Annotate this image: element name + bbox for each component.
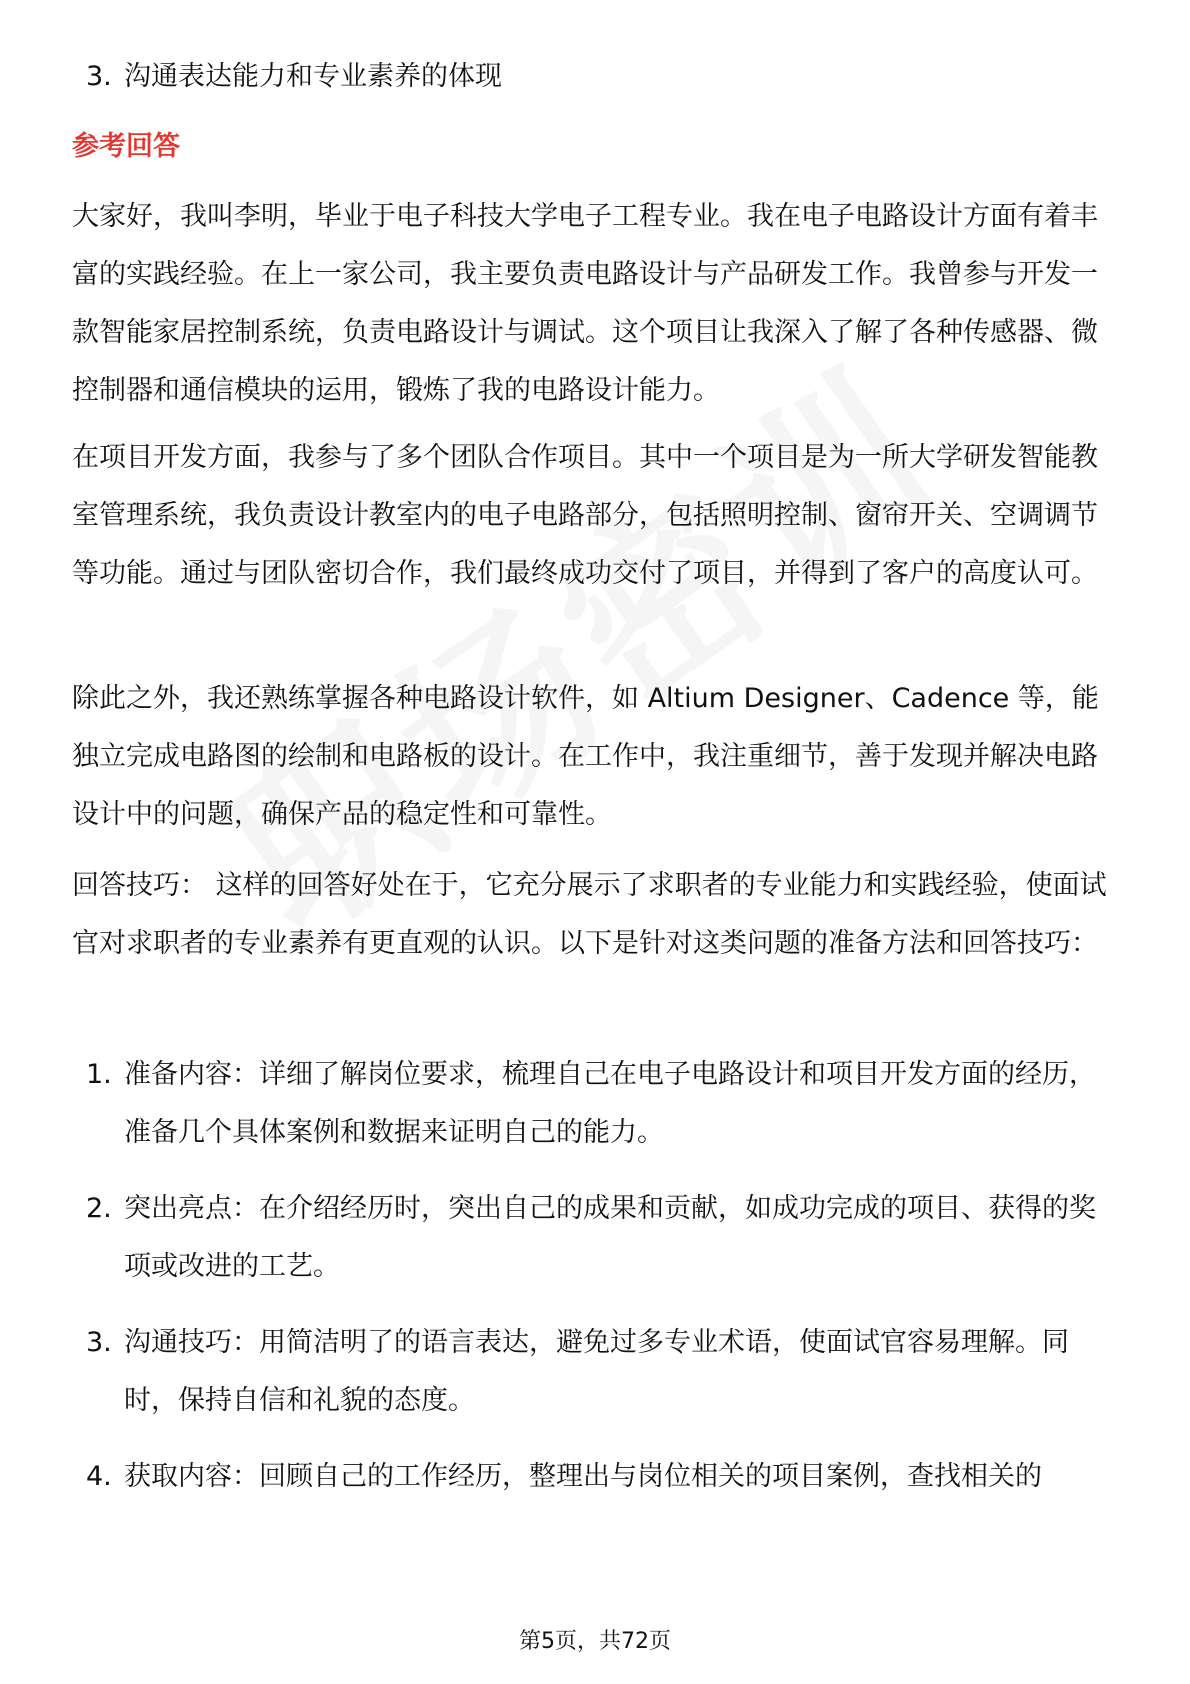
- tip-number: 4.: [86, 1461, 112, 1492]
- tip-number: 3.: [86, 1327, 112, 1358]
- paragraph-intro: 大家好，我叫李明，毕业于电子科技大学电子工程专业。我在电子电路设计方面有着丰富的实践经验。在上一家公司，我主要负责电路设计与产品研发工作。我曾参与开发一款智能家居控制系统，负责电路设计与调试。这个项目让我深入了解了各种传感器、微控制器和通信模块的运用，锻炼了我的电路设计能力。: [72, 201, 1098, 406]
- list-text: 沟通表达能力和专业素养的体现: [124, 61, 502, 92]
- paragraph-projects: 在项目开发方面，我参与了多个团队合作项目。其中一个项目是为一所大学研发智能教室管理系统，我负责设计教室内的电子电路部分，包括照明控制、窗帘开关、空调调节等功能。通过与团队密切合作，我们最终成功交付了项目，并得到了客户的高度认可。: [72, 442, 1098, 589]
- tip-item: [72, 1180, 1122, 1296]
- tip-text: 准备内容：详细了解岗位要求，梳理自己在电子电路设计和项目开发方面的经历，准备几个具体案例和数据来证明自己的能力。: [124, 1059, 1096, 1148]
- tip-item: [72, 1046, 1122, 1162]
- tip-text: 获取内容：回顾自己的工作经历，整理出与岗位相关的项目案例，查找相关的: [124, 1461, 1042, 1492]
- tip-number: 1.: [86, 1059, 112, 1090]
- list-number: 3.: [86, 61, 112, 92]
- tip-item: [72, 1314, 1122, 1430]
- tip-text: 突出亮点：在介绍经历时，突出自己的成果和贡献，如成功完成的项目、获得的奖项或改进的工艺。: [124, 1193, 1096, 1282]
- paragraph-skills: 除此之外，我还熟练掌握各种电路设计软件，如 Altium Designer、Cadence 等，能独立完成电路图的绘制和电路板的设计。在工作中，我注重细节，善于发现并解决电路设计中的问题，确保产品的稳定性和可靠性。: [72, 683, 1099, 830]
- reference-heading: 参考回答: [72, 131, 180, 162]
- page-footer: 第5页，共72页: [519, 1629, 671, 1654]
- tip-number: 2.: [86, 1193, 112, 1224]
- tip-text: 沟通技巧：用简洁明了的语言表达，避免过多专业术语，使面试官容易理解。同时，保持自信和礼貌的态度。: [124, 1327, 1069, 1416]
- list-item: [72, 48, 1122, 106]
- tip-item: [72, 1448, 1122, 1506]
- paragraph-answer-tips: 回答技巧： 这样的回答好处在于，它充分展示了求职者的专业能力和实践经验，使面试官对求职者的专业素养有更直观的认识。以下是针对这类问题的准备方法和回答技巧：: [72, 870, 1107, 959]
